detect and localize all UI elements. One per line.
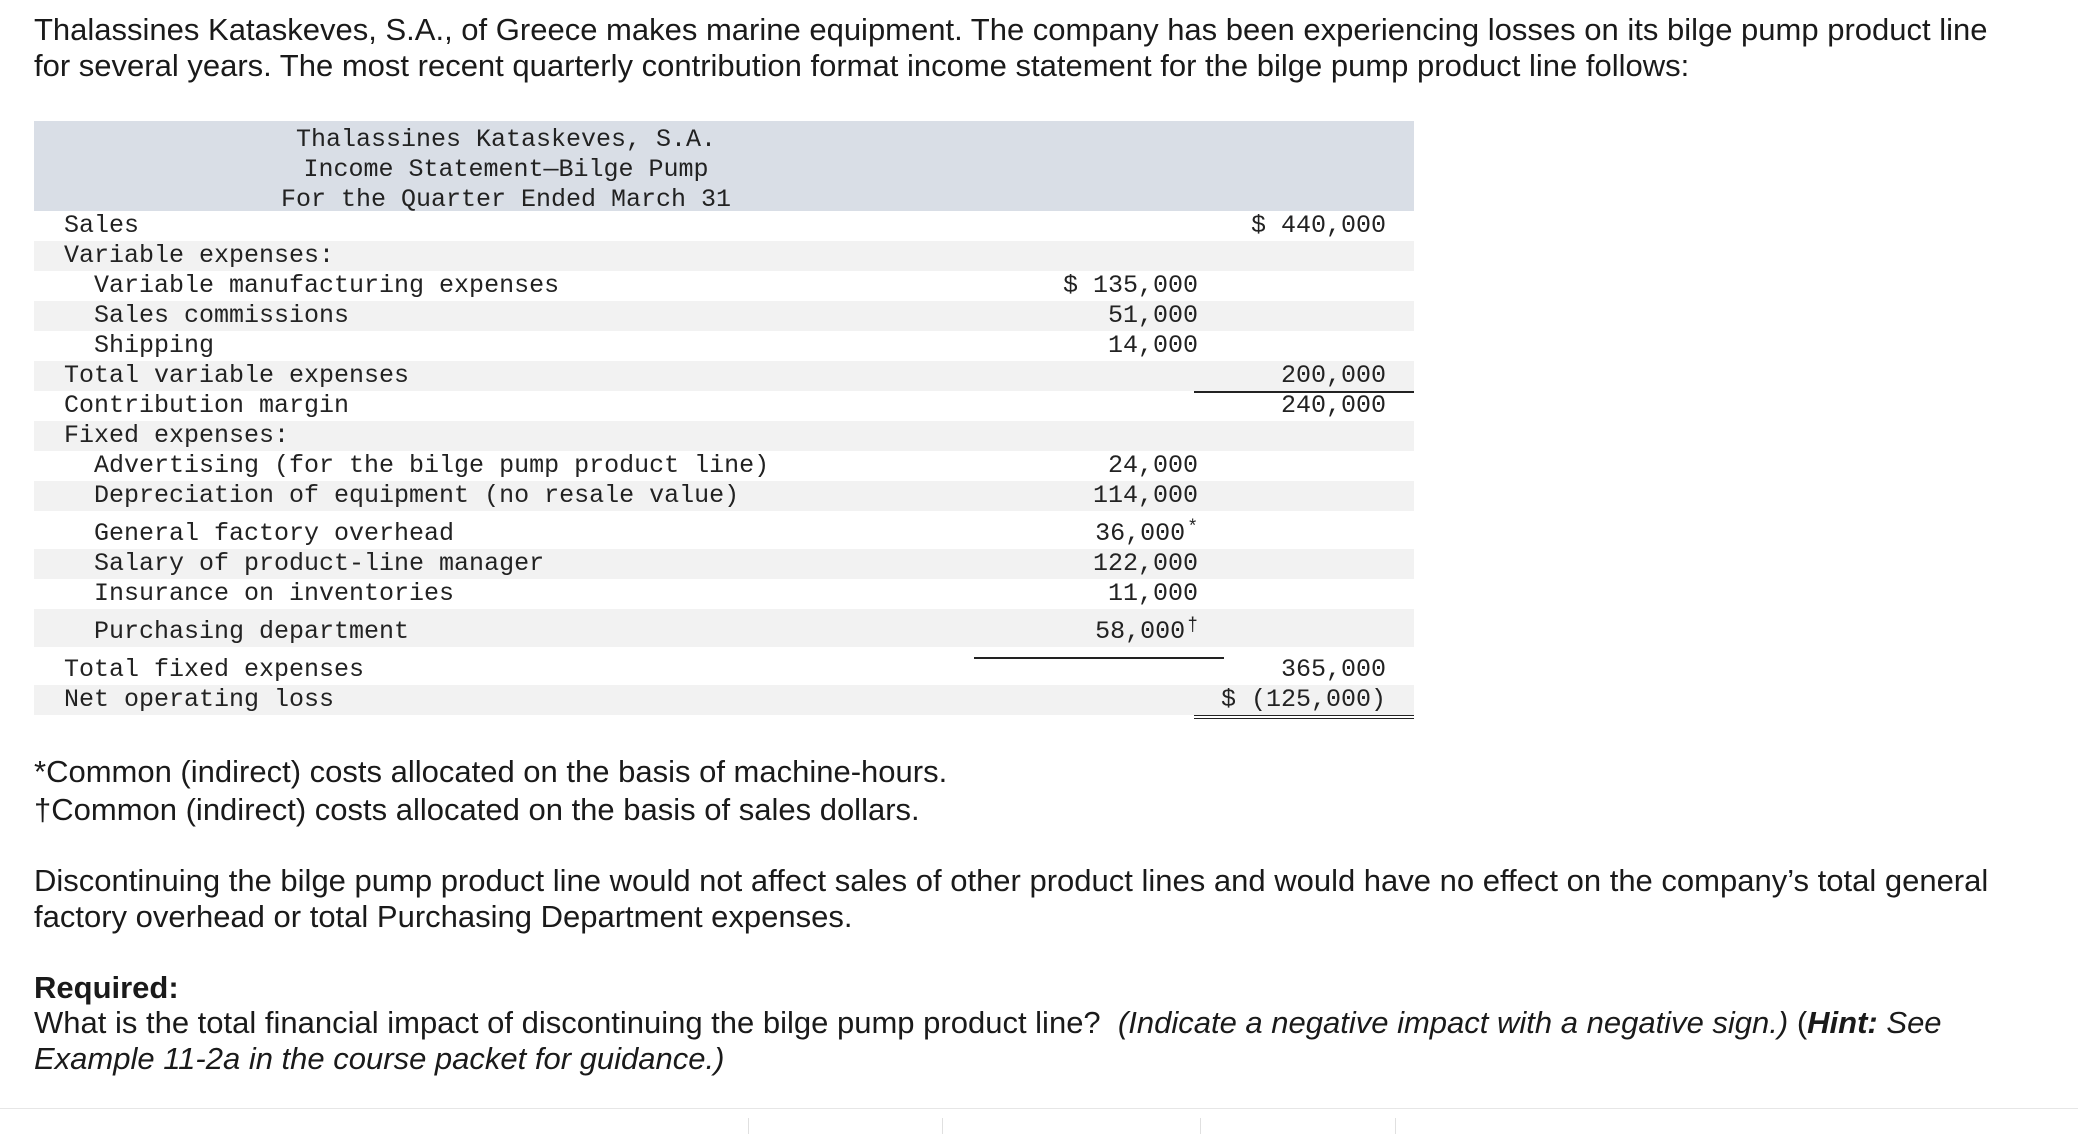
statement-header xyxy=(34,121,1414,214)
answer-table-divider xyxy=(1395,1118,1396,1134)
statement-title: Income Statement—Bilge Pump xyxy=(303,155,709,184)
row-total-variable: Total variable expenses 200,000 xyxy=(34,361,1414,391)
company-name: Thalassines Kataskeves, S.A. xyxy=(295,125,717,154)
row-sales-commissions: Sales commissions 51,000 xyxy=(34,301,1414,331)
row-variable-head: Variable expenses: xyxy=(34,241,1414,271)
answer-table-divider xyxy=(942,1118,943,1134)
row-sales: Sales $ 440,000 xyxy=(34,211,1414,241)
instruction-text: (Indicate a negative impact with a negative sign.) xyxy=(1117,1005,1789,1040)
footnote-marker-dagger: † xyxy=(1187,616,1198,636)
row-general-overhead: General factory overhead 36,000 * xyxy=(94,518,1198,548)
row-shipping: Shipping 14,000 xyxy=(34,331,1414,361)
footnote-marker-star: * xyxy=(1187,518,1198,538)
hint-text: See Example 11-2a in the course packet for guidance.) xyxy=(34,1005,1942,1076)
answer-table-divider xyxy=(748,1118,749,1134)
row-advertising: Advertising (for the bilge pump product line) 24,000 xyxy=(94,451,1198,480)
row-insurance: Insurance on inventories 11,000 xyxy=(94,579,1198,608)
row-salary-manager: Salary of product-line manager 122,000 xyxy=(34,549,1414,579)
hint-label: Hint: xyxy=(1807,1005,1878,1040)
row-fixed-head: Fixed expenses: xyxy=(34,421,1414,451)
intro-paragraph: Thalassines Kataskeves, S.A., of Greece makes marine equipment. The company has been experiencing losses on its bilge pump product line for several years. The most recent quarterly contribution format income statement for the bilge pump product line follows: xyxy=(34,12,1988,83)
row-purchasing: Purchasing department 58,000 † xyxy=(34,609,1414,647)
statement-period: For the Quarter Ended March 31 xyxy=(280,185,732,214)
row-total-fixed: Total fixed expenses 365,000 xyxy=(34,647,1414,685)
required-heading: Required: xyxy=(34,970,179,1005)
row-contribution-margin: Contribution margin 240,000 xyxy=(64,391,1386,420)
row-var-mfg: Variable manufacturing expenses $ 135,000 xyxy=(94,271,1198,300)
footnote-machine-hours: *Common (indirect) costs allocated on the basis of machine-hours. xyxy=(34,754,948,789)
sales-total: $ 440,000 xyxy=(1250,211,1386,240)
answer-table-divider xyxy=(1200,1118,1201,1134)
row-net-loss: Net operating loss $ (125,000) xyxy=(34,685,1414,715)
discontinue-paragraph: Discontinuing the bilge pump product line would not affect sales of other product lines and would have no effect on the company’s total general factory overhead or total Purchasing Department expenses. xyxy=(34,863,1989,934)
income-statement xyxy=(34,121,1414,715)
row-depreciation: Depreciation of equipment (no resale value) 114,000 xyxy=(34,481,1414,511)
required-question: What is the total financial impact of discontinuing the bilge pump product line? (Indicate a negative impact with a negative sign.) (Hint: See Example 11-2a in the course packet for guidance.) xyxy=(34,1005,1942,1076)
footnote-sales-dollars: †Common (indirect) costs allocated on the basis of sales dollars. xyxy=(34,792,920,827)
answer-area-top-border xyxy=(0,1108,2078,1109)
